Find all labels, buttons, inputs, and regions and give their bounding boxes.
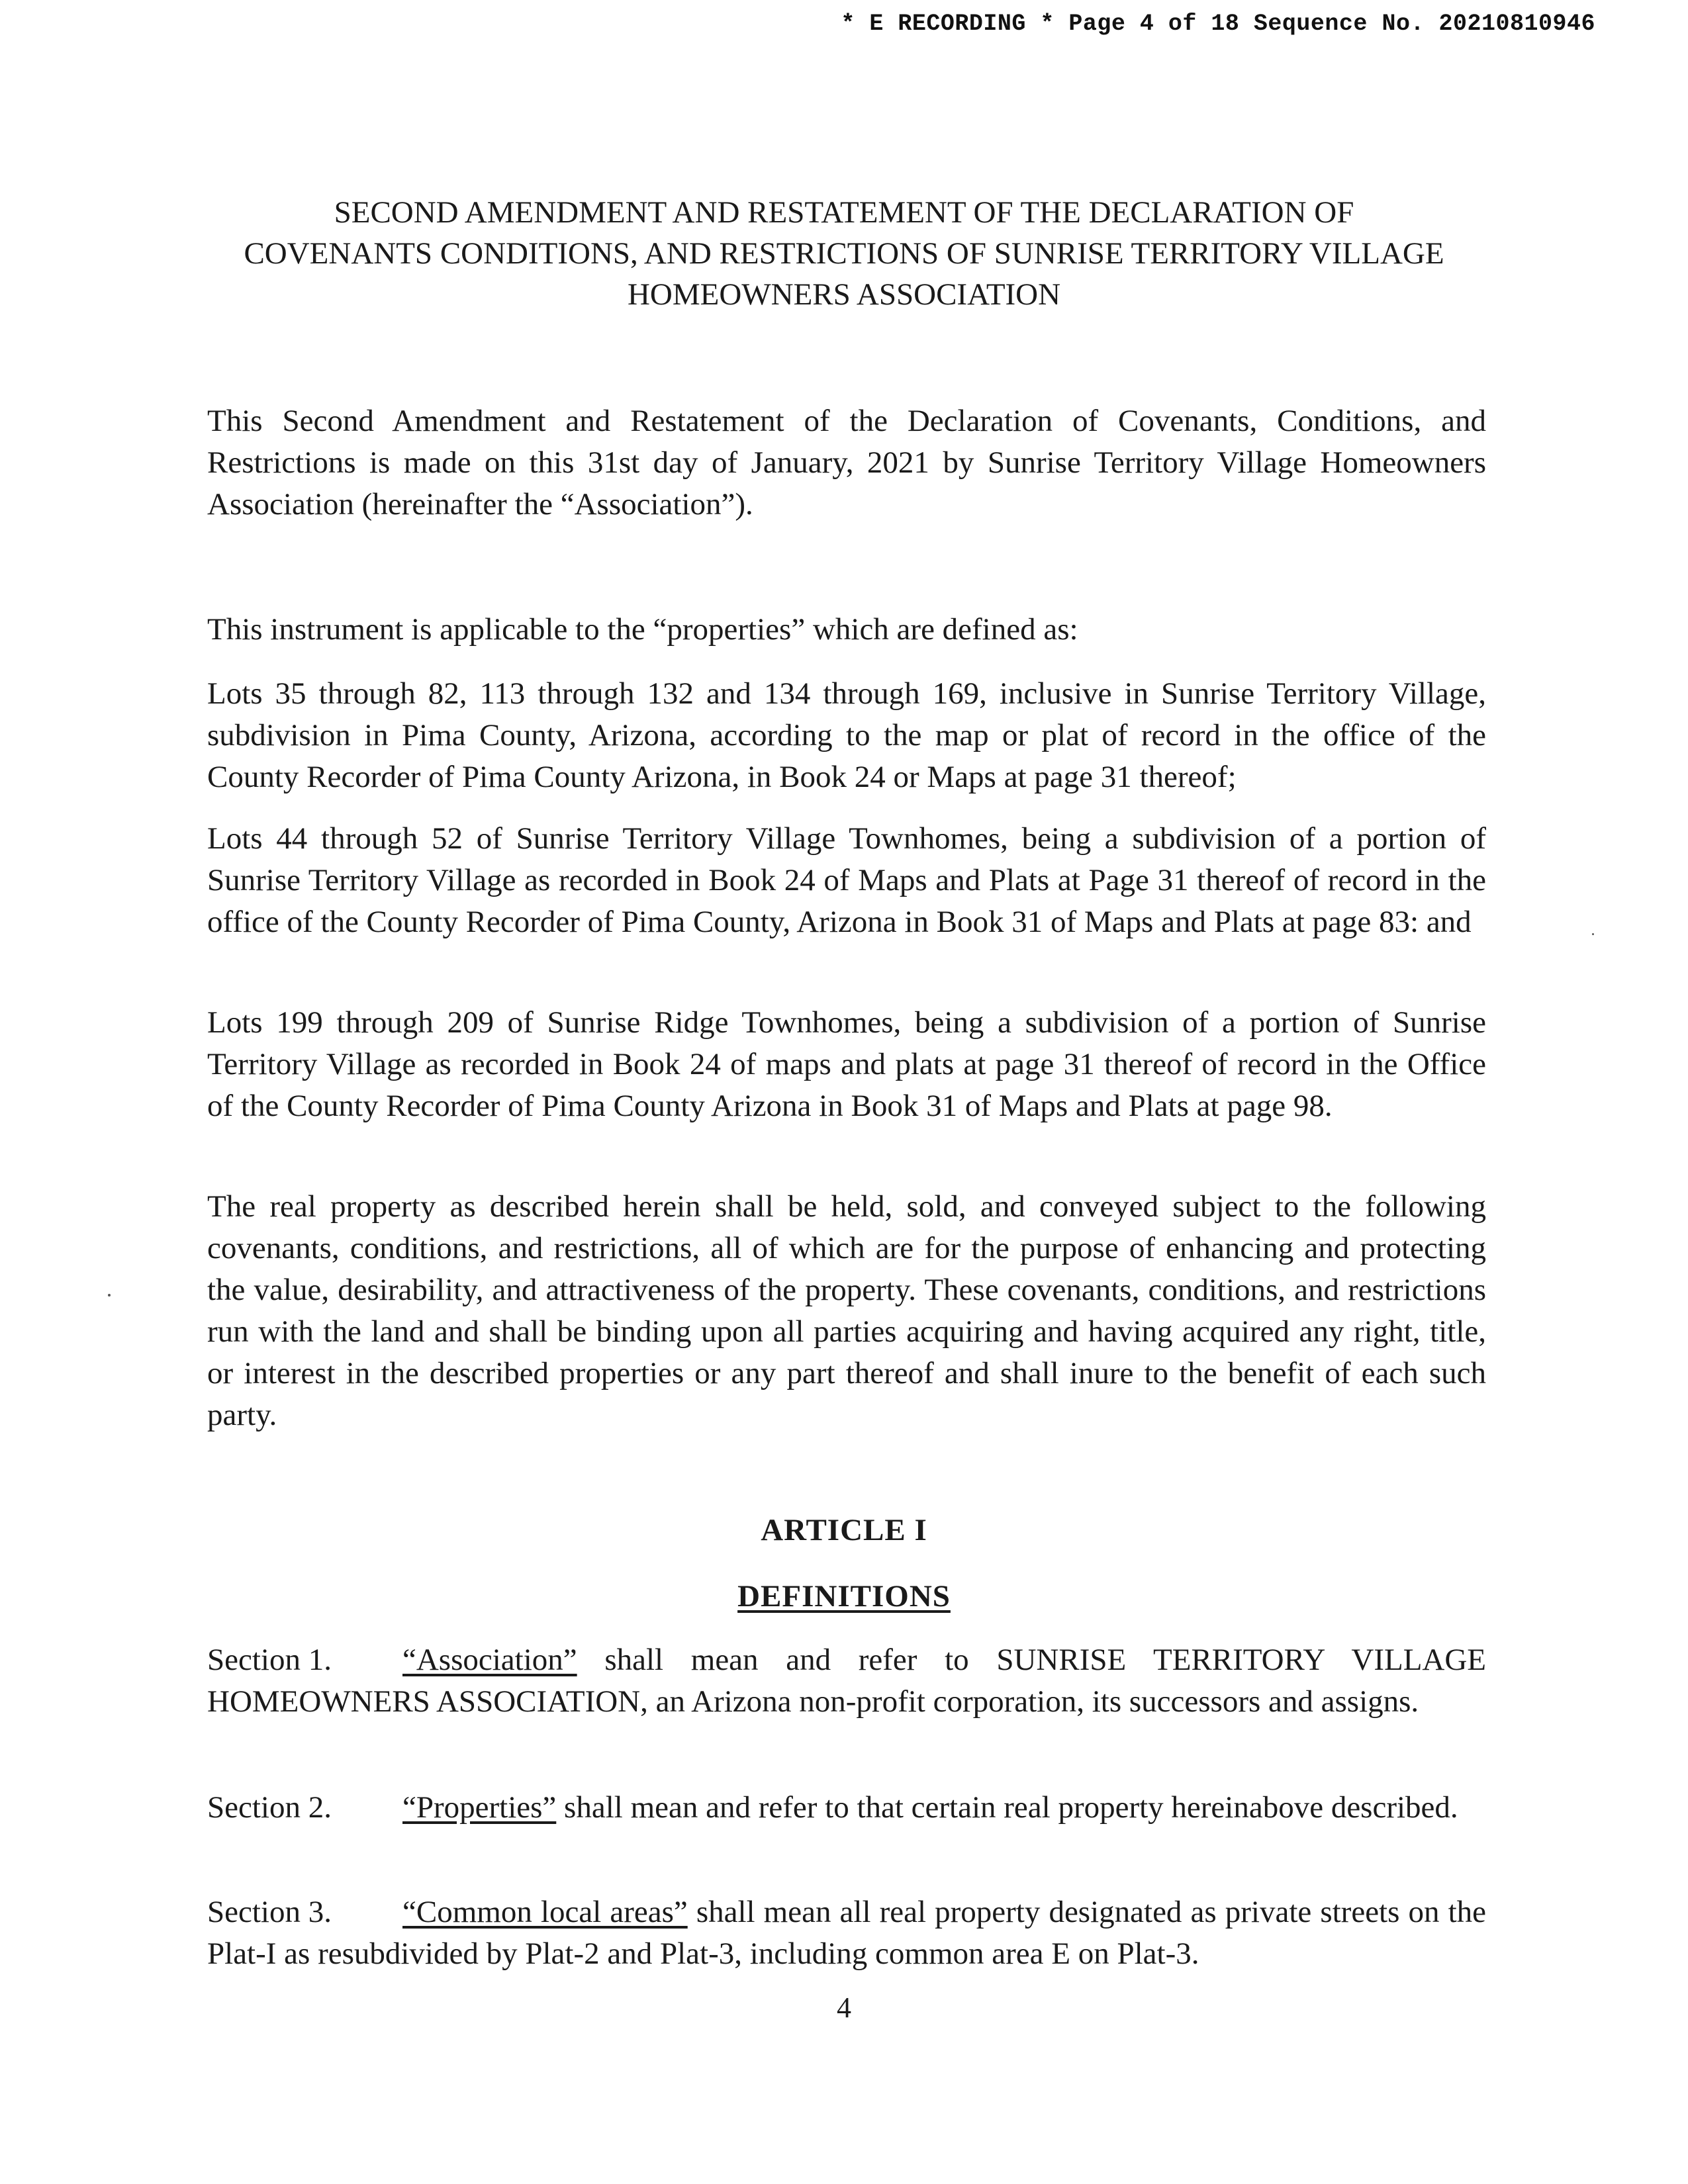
title-line-3: HOMEOWNERS ASSOCIATION — [627, 277, 1061, 312]
section-label: Section 3. — [207, 1895, 332, 1929]
article-heading: ARTICLE I — [761, 1513, 927, 1547]
lots-paragraph-1: Lots 35 through 82, 113 through 132 and 134 through 169, inclusive in Sunrise Territory Village, subdivision in Pima County, Arizona, according to the map or plat of record in the office of the County Recorder of Pima County Arizona, in Book 24 or Maps at page 31 thereof; — [207, 676, 1486, 794]
definitions-heading-text: DEFINITIONS — [737, 1579, 951, 1614]
applicability-paragraph: This instrument is applicable to the “properties” which are defined as: — [207, 612, 1078, 647]
title-line-1: SECOND AMENDMENT AND RESTATEMENT OF THE DECLARATION OF — [334, 195, 1354, 230]
real-property-paragraph: The real property as described herein shall be held, sold, and conveyed subject to the following covenants, conditions, and restrictions, all of which are for the purpose of enhancing and protecting the value, desirability, and attractiveness of the property. These covenants, conditions, and restrictions run with the land and shall be binding upon all parties acquiring and having acquired any right, title, or interest in the described properties or any part thereof and shall inure to the benefit of each such party. — [207, 1189, 1486, 1432]
intro-paragraph: This Second Amendment and Restatement of the Declaration of Covenants, Conditions, and Restrictions is made on this 31st day of January, 2021 by Sunrise Territory Village Homeowners Association (hereinafter the “Association”). — [207, 404, 1486, 522]
section-term: “Common local areas” — [402, 1895, 688, 1929]
section-text: shall mean and refer to SUNRISE TERRITORY VILLAGE HOMEOWNERS ASSOCIATION, an Arizona non-profit corporation, its successors and assigns. — [207, 1643, 1486, 1719]
scan-speck — [1592, 933, 1594, 935]
page-number: 4 — [837, 1991, 851, 2024]
definitions-heading — [0, 1578, 1688, 1614]
document-title — [199, 192, 1489, 315]
section-label: Section 1. — [207, 1643, 332, 1677]
recording-stamp: * E RECORDING * Page 4 of 18 Sequence No. 20210810946 — [841, 11, 1595, 37]
section-text: shall mean all real property designated as private streets on the Plat-I as resubdivided by Plat-2 and Plat-3, including common area E on Plat-3. — [207, 1895, 1486, 1971]
section-1 — [207, 1639, 1486, 1723]
section-text: shall mean and refer to that certain real property hereinabove described. — [556, 1790, 1458, 1825]
scan-speck — [108, 1294, 111, 1297]
section-3 — [207, 1891, 1486, 1975]
section-2 — [207, 1787, 1486, 1829]
section-term: “Properties” — [402, 1790, 557, 1825]
section-term: “Association” — [402, 1643, 577, 1677]
section-label: Section 2. — [207, 1790, 332, 1825]
title-line-2: COVENANTS CONDITIONS, AND RESTRICTIONS OF SUNRISE TERRITORY VILLAGE — [244, 236, 1444, 271]
lots-paragraph-2: Lots 44 through 52 of Sunrise Territory Village Townhomes, being a subdivision of a portion of Sunrise Territory Village as recorded in Book 24 of Maps and Plats at Page 31 thereof of record in the office of the County Recorder of Pima County, Arizona in Book 31 of Maps and Plats at page 83: and — [207, 821, 1486, 939]
lots-paragraph-3: Lots 199 through 209 of Sunrise Ridge Townhomes, being a subdivision of a portion of Sunrise Territory Village as recorded in Book 24 of maps and plats at page 31 thereof of record in the Office of the County Recorder of Pima County Arizona in Book 31 of Maps and Plats at page 98. — [207, 1005, 1486, 1123]
